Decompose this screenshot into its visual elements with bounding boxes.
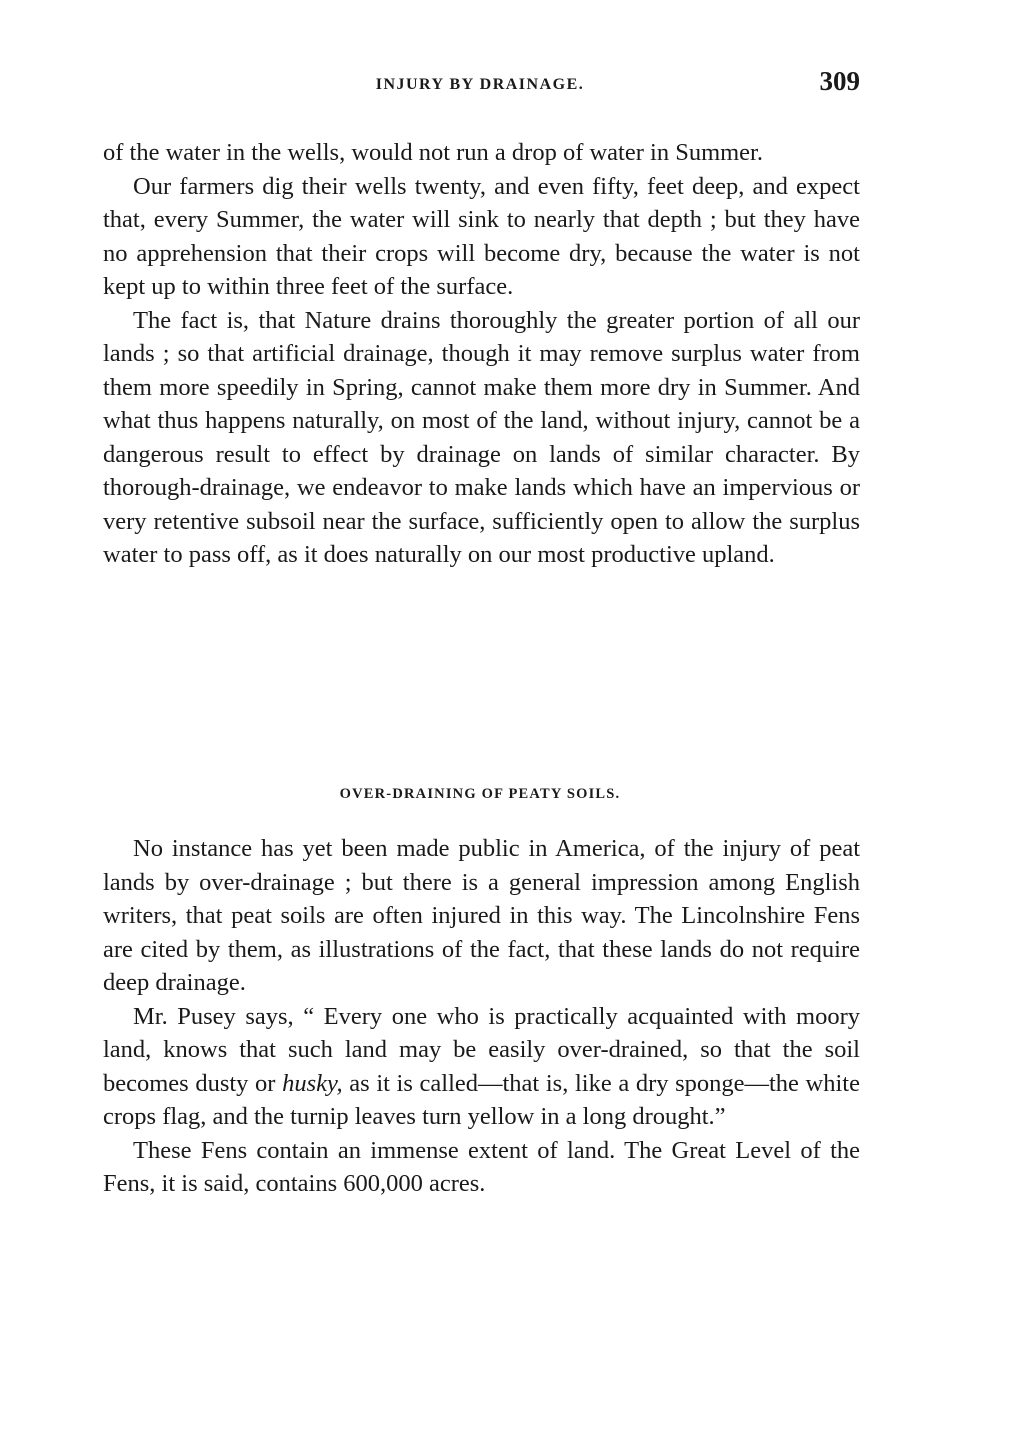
page-number: 309 (819, 66, 860, 96)
running-head (100, 66, 860, 106)
emphasized-word: husky, (282, 1069, 343, 1097)
body-text-lower (103, 832, 860, 1201)
running-title: INJURY BY DRAINAGE. (375, 76, 585, 93)
paragraph-fens-extent: These Fens contain an immense extent of land. The Great Level of the Fens, it is said, contains 600,000 acres. (103, 1136, 860, 1197)
paragraph-continued: of the water in the wells, would not run a drop of water in Summer. (103, 139, 763, 166)
paragraph-peat-lands: No instance has yet been made public in America, of the injury of peat lands by over-drainage ; but there is a general impression among English writers, that peat soils are often injured in this way. The Lincolnshire Fens are cited by them, as illustrations of the fact, that these lands do not require deep drainage. (103, 835, 860, 996)
quote-text-after: as it is called—that is, like a dry sponge—the white crops flag, and the turnip leaves turn yellow in a long drought.” (103, 1069, 860, 1130)
body-text-upper (103, 136, 860, 572)
paragraph-nature-drains: The fact is, that Nature drains thoroughly the greater portion of all our lands ; so that artificial drainage, though it may remove surplus water from them more speedily in Spring, cannot make them more dry in Summer. And what thus happens naturally, on most of the land, without injury, cannot be a dangerous result to effect by drainage on lands of similar character. By thorough-drainage, we endeavor to make lands which have an impervious or very retentive subsoil near the surface, sufficiently open to allow the surplus water to pass off, as it does naturally on our most productive upland. (103, 306, 860, 568)
quote-text-before: Mr. Pusey says, “ Every one who is practically acquainted with moory land, knows that such land may be easily over-drained, so that the soil becomes dusty or (103, 1002, 860, 1097)
paragraph-pusey-quote (103, 1000, 860, 1134)
paragraph-wells: Our farmers dig their wells twenty, and even fifty, feet deep, and expect that, every Summer, the water will sink to nearly that depth ; but they have no apprehension that their crops will become dry, because the water is not kept up to within three feet of the surface. (103, 172, 860, 300)
section-heading: OVER-DRAINING OF PEATY SOILS. (339, 786, 621, 802)
